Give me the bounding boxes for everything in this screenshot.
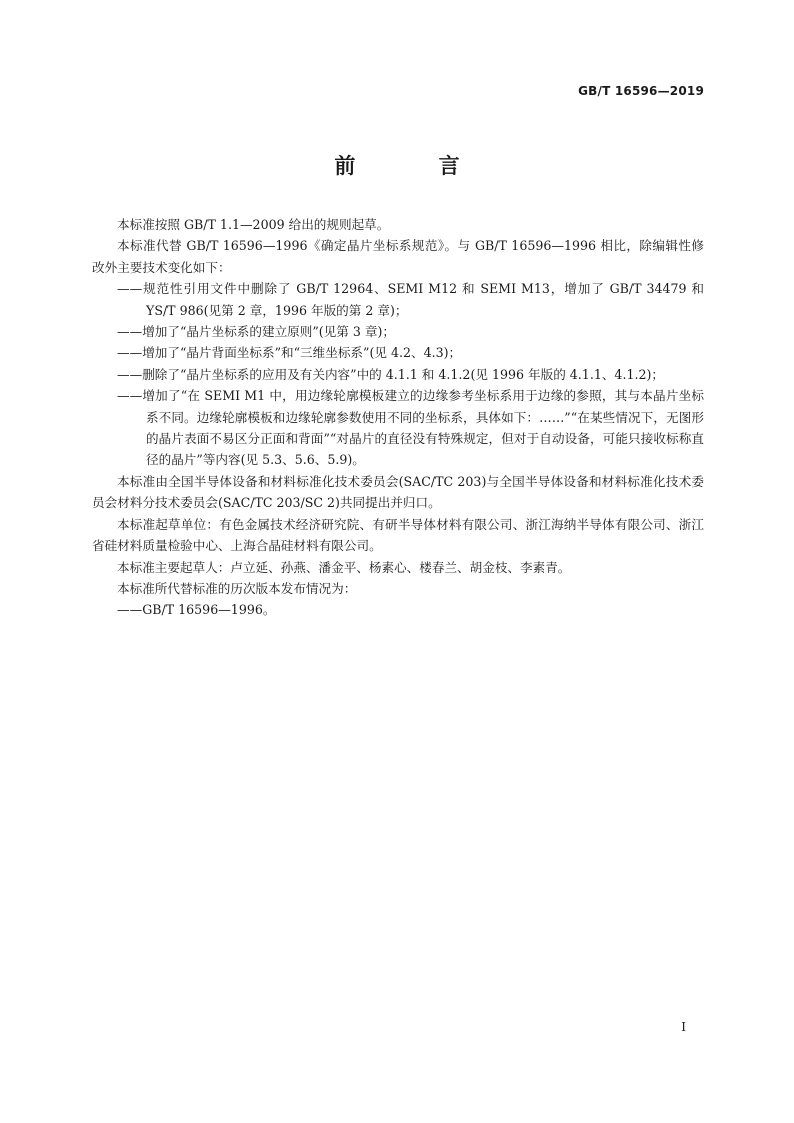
paragraph-history: 本标准所代替标准的历次版本发布情况为： [117, 580, 357, 596]
paragraph-drafting-rules: 本标准按照 GB/T 1.1—2009 给出的规则起草。 [117, 217, 390, 232]
paragraph-replacement: 本标准代替 GB/T 16596—1996《确定晶片坐标系规范》。与 GB/T 16596—1996 相比，除编辑性修改外主要技术变化如下： [92, 238, 704, 275]
page-title: 前 言 [334, 154, 498, 178]
paragraph-drafters: 本标准主要起草人：卢立延、孙燕、潘金平、杨素心、楼春兰、胡金枝、李素青。 [117, 559, 571, 575]
list-item-history-1: ——GB/T 16596—1996。 [117, 602, 276, 618]
list-item-change-3: ——增加了“晶片背面坐标系”和“三维坐标系”(见 4.2、4.3)； [117, 345, 462, 361]
page-number: I [681, 1020, 686, 1034]
list-item-change-5: ——增加了“在 SEMI M1 中，用边缘轮廓模板建立的边缘参考坐标系用于边缘的参照，其与本晶片坐标系不同。边缘轮廓模板和边缘轮廓参数使用不同的坐标系，具体如下：……”“在某些情况下，无图形的晶片表面不易区分正面和背面”“对晶片的直径没有特殊规定，但对于自动设备，可能只接收标称直径的晶片”等内容(见 5.3、5.6、5.9)。 [117, 388, 704, 468]
list-item-change-1: ——规范性引用文件中删除了 GB/T 12964、SEMI M12 和 SEMI M13，增加了 GB/T 34479 和 YS/T 986(见第 2 章，1996 年版的第 2 章)； [117, 281, 704, 318]
paragraph-proposer: 本标准由全国半导体设备和材料标准化技术委员会(SAC/TC 203)与全国半导体设备和材料标准化技术委员会材料分技术委员会(SAC/TC 203/SC 2)共同提出并归口。 [92, 473, 704, 511]
foreword-body [92, 214, 704, 621]
list-item-change-4: ——删除了“晶片坐标系的应用及有关内容”中的 4.1.1 和 4.1.2(见 1996 年版的 4.1.1、4.1.2)； [117, 366, 664, 382]
list-item-change-2: ——增加了“晶片坐标系的建立原则”(见第 3 章)； [117, 324, 396, 340]
standard-code: GB/T 16596—2019 [578, 84, 704, 98]
paragraph-drafting-units: 本标准起草单位：有色金属技术经济研究院、有研半导体材料有限公司、浙江海纳半导体有限公司、浙江省硅材料质量检验中心、上海合晶硅材料有限公司。 [92, 516, 704, 554]
